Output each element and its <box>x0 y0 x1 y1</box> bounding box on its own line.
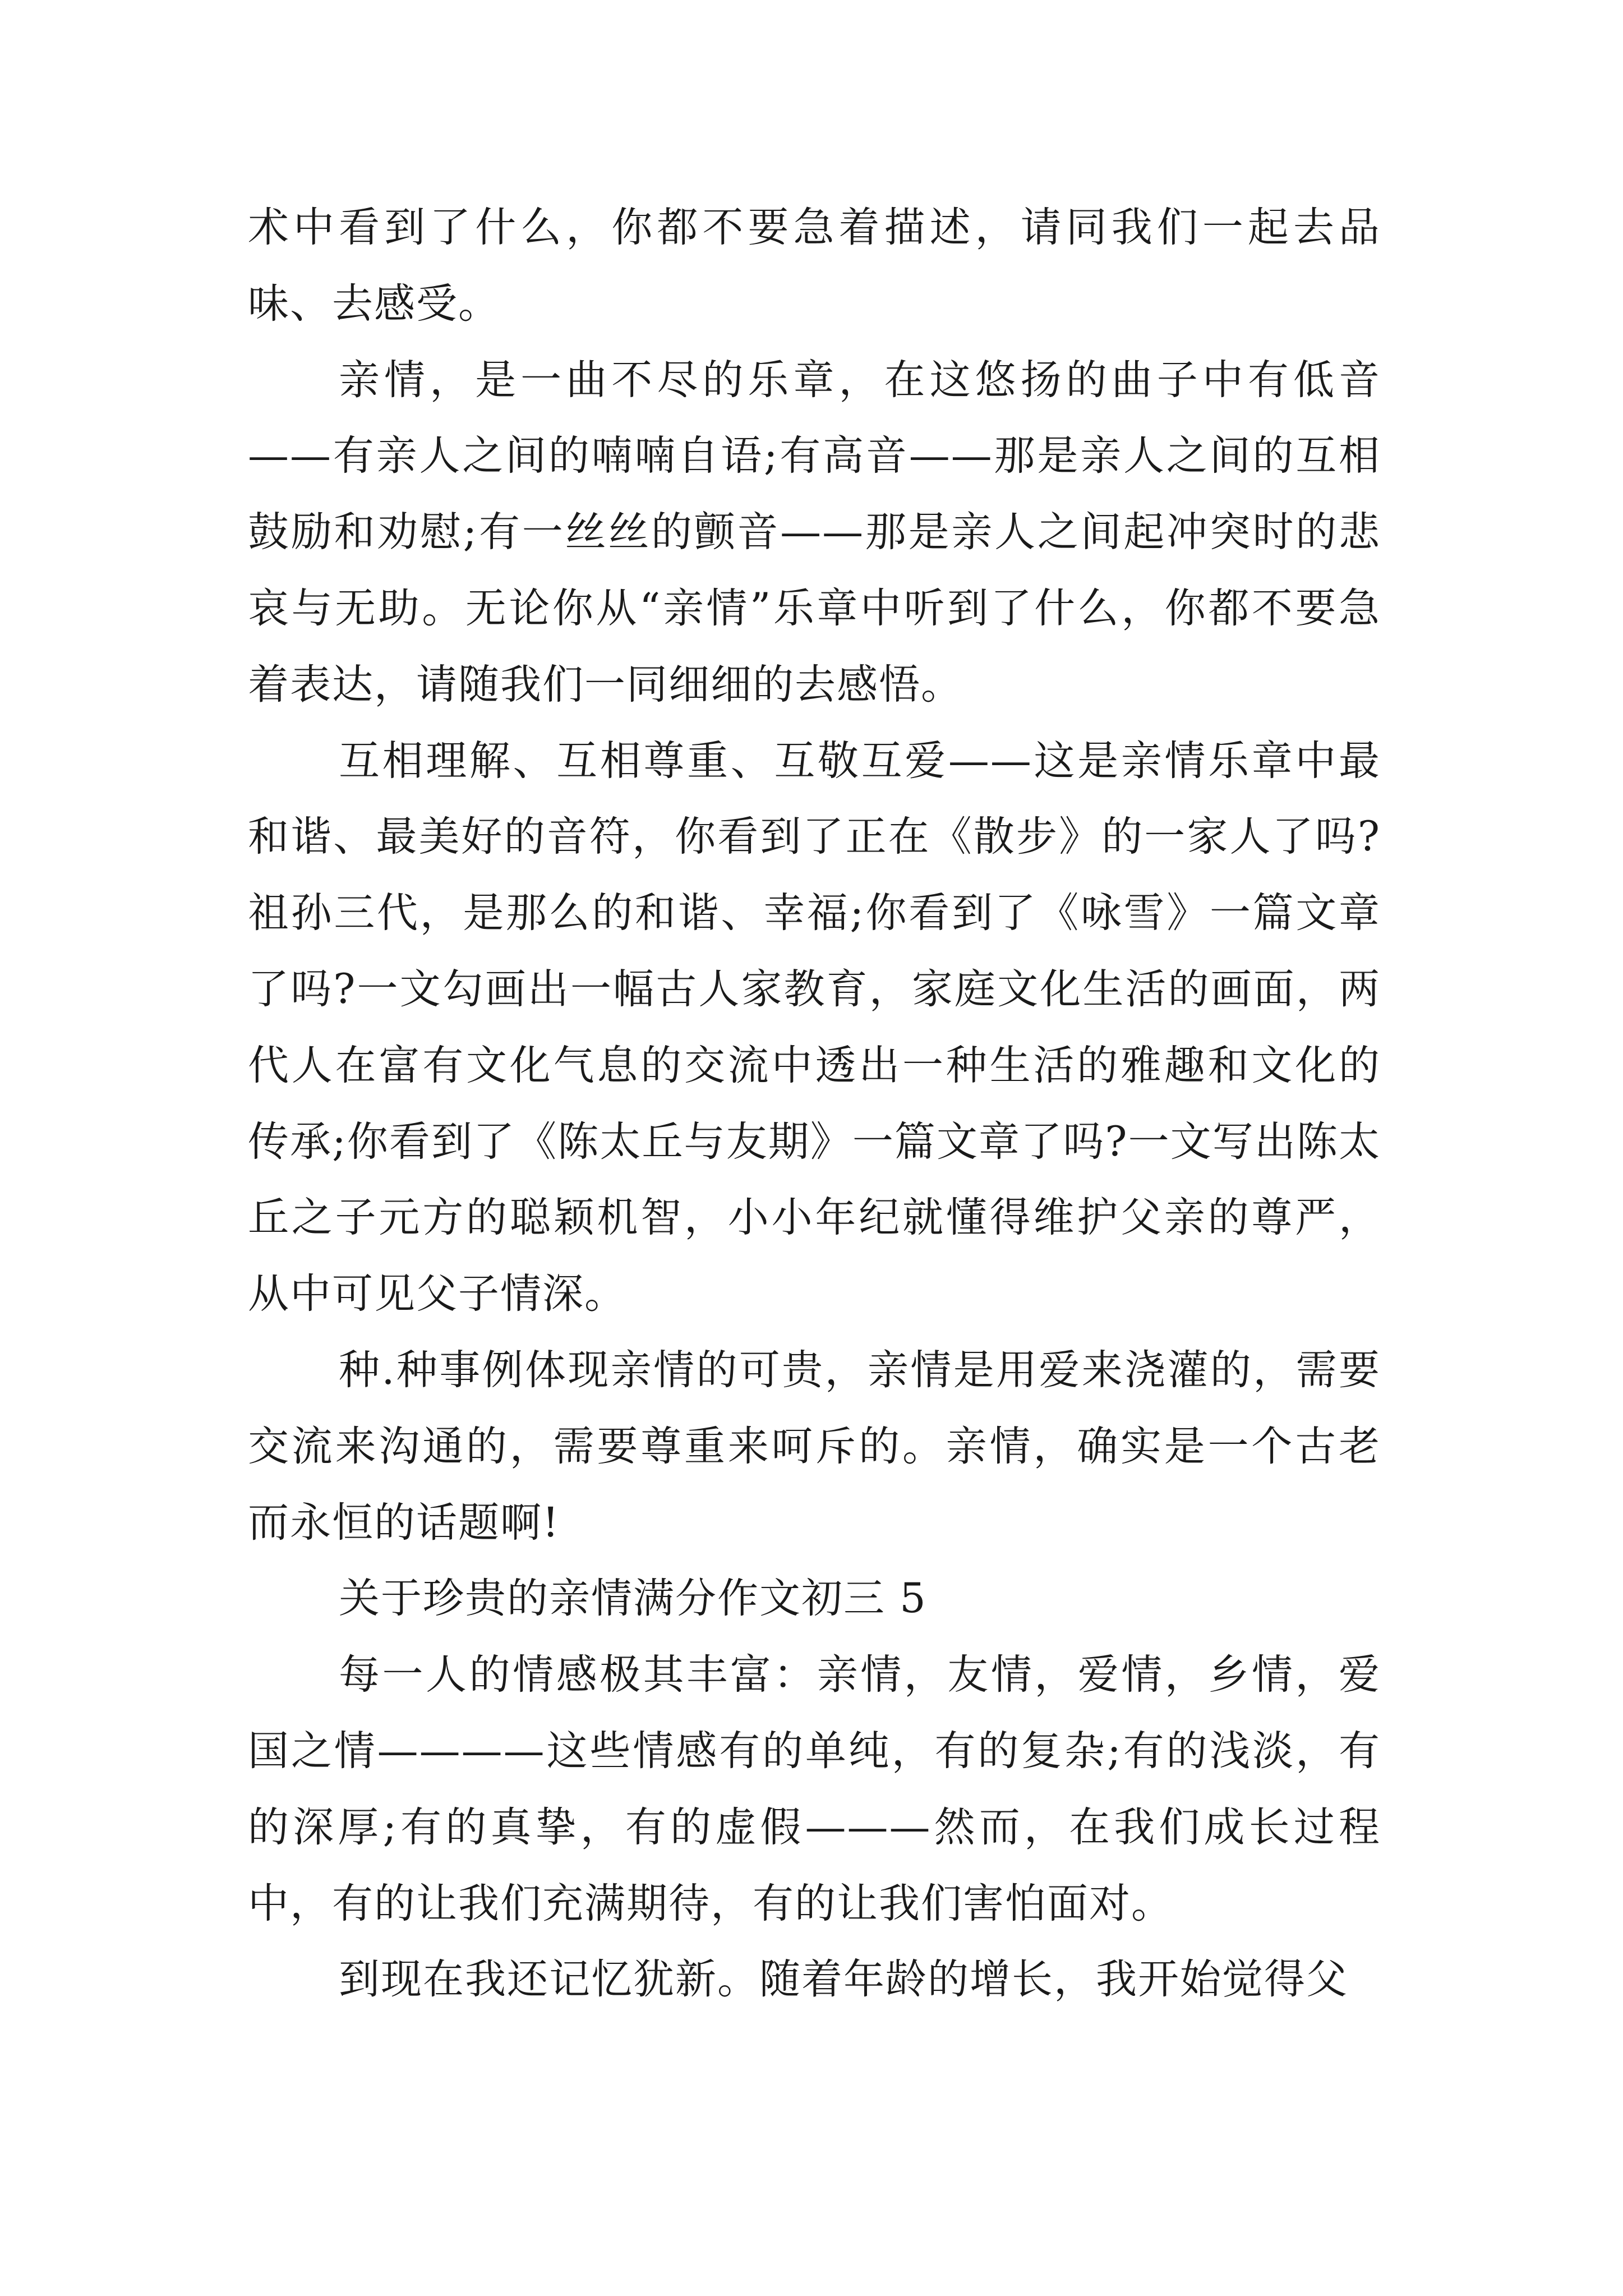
paragraph-examples: 互相理解、互相尊重、互敬互爱——这是亲情乐章中最和谐、最美好的音符，你看到了正在《散步》的一家人了吗?祖孙三代，是那么的和谐、幸福;你看到了《咏雪》一篇文章了吗?一文勾画出一幅古人家教育，家庭文化生活的画面，两代人在富有文化气息的交流中透出一种生活的雅趣和文化的传承;你看到了《陈太丘与友期》一篇文章了吗?一文写出陈太丘之子元方的聪颖机智，小小年纪就懂得维护父亲的尊严，从中可见父子情深。 <box>248 737 1381 1318</box>
paragraph-emotions: 每一人的情感极其丰富：亲情，友情，爱情，乡情，爱国之情————这些情感有的单纯，有的复杂;有的浅淡，有的深厚;有的真挚，有的虚假———然而，在我们成长过程中，有的让我们充满期待，有的让我们害怕面对。 <box>248 1651 1381 1927</box>
essay-title: 关于珍贵的亲情满分作文初三 5 <box>339 1575 927 1623</box>
document-body <box>248 190 1381 2018</box>
paragraph-continuation: 术中看到了什么，你都不要急着描述，请同我们一起去品味、去感受。 <box>248 204 1381 328</box>
paragraph-music-metaphor: 亲情，是一曲不尽的乐章，在这悠扬的曲子中有低音——有亲人之间的喃喃自语;有高音——那是亲人之间的互相鼓励和劝慰;有一丝丝的颤音——那是亲人之间起冲突时的悲哀与无助。无论你从“亲情”乐章中听到了什么，你都不要急着表达，请随我们一同细细的去感悟。 <box>248 356 1381 708</box>
paragraph-memory: 到现在我还记忆犹新。随着年龄的增长，我开始觉得父 <box>339 1955 1348 2004</box>
paragraph-conclusion: 种.种事例体现亲情的可贵，亲情是用爱来浇灌的，需要交流来沟通的，需要尊重来呵斥的。亲情，确实是一个古老而永恒的话题啊! <box>248 1346 1381 1547</box>
